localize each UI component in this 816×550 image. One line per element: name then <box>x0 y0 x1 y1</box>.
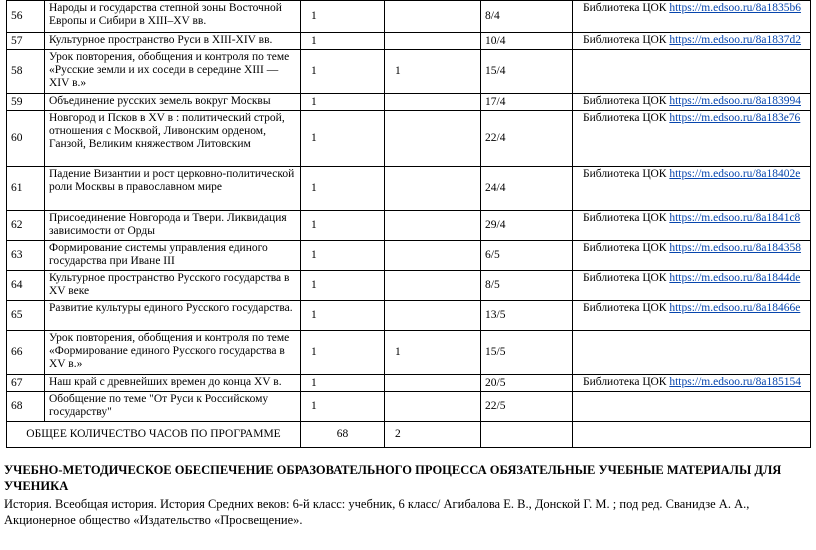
lesson-number: 58 <box>7 50 45 94</box>
hours-total: 1 <box>301 301 385 331</box>
lesson-number: 61 <box>7 167 45 211</box>
resource-label: Библиотека ЦОК <box>583 212 667 224</box>
lesson-number: 59 <box>7 94 45 111</box>
resource-label: Библиотека ЦОК <box>583 112 667 124</box>
resource-link[interactable]: https://m.edsoo.ru/8a1837d2 <box>669 34 801 46</box>
resource-cell <box>573 331 811 375</box>
resource-label: Библиотека ЦОК <box>583 168 667 180</box>
resource-label: Библиотека ЦОК <box>583 242 667 254</box>
resource-link[interactable]: https://m.edsoo.ru/8a184358 <box>669 242 801 254</box>
lesson-number: 65 <box>7 301 45 331</box>
section-heading: УЧЕБНО-МЕТОДИЧЕСКОЕ ОБЕСПЕЧЕНИЕ ОБРАЗОВАТЕЛЬНОГО ПРОЦЕССА ОБЯЗАТЕЛЬНЫЕ УЧЕБНЫЕ МАТЕРИАЛЫ ДЛЯ УЧЕНИКА <box>4 463 782 493</box>
resource-label: Библиотека ЦОК <box>583 34 667 46</box>
resource-cell <box>573 211 811 241</box>
hours-total: 1 <box>301 375 385 392</box>
lesson-topic: Присоединение Новгорода и Твери. Ликвидация зависимости от Орды <box>45 211 301 241</box>
lesson-topic: Объединение русских земель вокруг Москвы <box>45 94 301 111</box>
hours-total: 1 <box>301 241 385 271</box>
table-row <box>7 1 811 33</box>
hours-control <box>385 94 481 111</box>
total-empty-resource <box>573 422 811 448</box>
lesson-date: 6/5 <box>481 241 573 271</box>
lesson-topic: Народы и государства степной зоны Восточной Европы и Сибири в XIII–XV вв. <box>45 1 301 33</box>
resource-cell <box>573 271 811 301</box>
resource-label: Библиотека ЦОК <box>583 272 667 284</box>
table-row <box>7 331 811 375</box>
resource-cell <box>573 392 811 422</box>
table-row <box>7 33 811 50</box>
table-row <box>7 271 811 301</box>
lesson-date: 10/4 <box>481 33 573 50</box>
resource-link[interactable]: https://m.edsoo.ru/8a1844de <box>669 272 801 284</box>
hours-total: 1 <box>301 167 385 211</box>
hours-control: 1 <box>385 331 481 375</box>
resource-cell <box>573 241 811 271</box>
lessons-table <box>6 0 811 448</box>
hours-total: 1 <box>301 211 385 241</box>
hours-total: 1 <box>301 1 385 33</box>
hours-control <box>385 392 481 422</box>
hours-control <box>385 211 481 241</box>
table-row <box>7 111 811 167</box>
hours-total: 1 <box>301 94 385 111</box>
lesson-date: 15/4 <box>481 50 573 94</box>
hours-control <box>385 33 481 50</box>
table-row <box>7 301 811 331</box>
resource-cell <box>573 167 811 211</box>
lesson-date: 20/5 <box>481 375 573 392</box>
materials-section <box>4 462 812 528</box>
hours-control: 1 <box>385 50 481 94</box>
hours-control <box>385 167 481 211</box>
resource-label: Библиотека ЦОК <box>583 2 667 14</box>
lesson-date: 13/5 <box>481 301 573 331</box>
resource-link[interactable]: https://m.edsoo.ru/8a18402e <box>669 168 801 180</box>
lesson-topic: Падение Византии и рост церковно-политической роли Москвы в православном мире <box>45 167 301 211</box>
hours-total: 1 <box>301 50 385 94</box>
lesson-date: 22/5 <box>481 392 573 422</box>
resource-link[interactable]: https://m.edsoo.ru/8a1841c8 <box>669 212 801 224</box>
table-row <box>7 392 811 422</box>
lesson-number: 63 <box>7 241 45 271</box>
hours-control <box>385 111 481 167</box>
lesson-number: 64 <box>7 271 45 301</box>
lesson-topic: Формирование системы управления единого государства при Иване III <box>45 241 301 271</box>
lesson-number: 66 <box>7 331 45 375</box>
resource-cell <box>573 50 811 94</box>
hours-total: 1 <box>301 271 385 301</box>
hours-control <box>385 241 481 271</box>
lesson-topic: Культурное пространство Русского государства в XV веке <box>45 271 301 301</box>
hours-control <box>385 1 481 33</box>
table-row <box>7 211 811 241</box>
hours-total: 1 <box>301 111 385 167</box>
lesson-topic: Урок повторения, обобщения и контроля по теме «Формирование единого Русского государства в XV в.» <box>45 331 301 375</box>
lesson-date: 8/5 <box>481 271 573 301</box>
lesson-topic: Урок повторения, обобщения и контроля по теме «Русские земли и их соседи в середине XIII — XIV в.» <box>45 50 301 94</box>
resource-link[interactable]: https://m.edsoo.ru/8a1835b6 <box>669 2 801 14</box>
lesson-date: 17/4 <box>481 94 573 111</box>
lesson-number: 67 <box>7 375 45 392</box>
resource-cell <box>573 375 811 392</box>
table-row <box>7 375 811 392</box>
table-row <box>7 241 811 271</box>
resource-link[interactable]: https://m.edsoo.ru/8a185154 <box>669 376 801 388</box>
total-label: ОБЩЕЕ КОЛИЧЕСТВО ЧАСОВ ПО ПРОГРАММЕ <box>7 422 301 448</box>
hours-total: 1 <box>301 392 385 422</box>
lesson-date: 8/4 <box>481 1 573 33</box>
total-hours: 68 <box>301 422 385 448</box>
lesson-topic: Наш край с древнейших времен до конца XV в. <box>45 375 301 392</box>
lesson-number: 60 <box>7 111 45 167</box>
table-row <box>7 50 811 94</box>
resource-label: Библиотека ЦОК <box>583 95 667 107</box>
total-empty-date <box>481 422 573 448</box>
lesson-number: 62 <box>7 211 45 241</box>
resource-link[interactable]: https://m.edsoo.ru/8a183994 <box>669 95 801 107</box>
hours-total: 1 <box>301 331 385 375</box>
lesson-topic: Культурное пространство Руси в XIII-XIV вв. <box>45 33 301 50</box>
hours-control <box>385 301 481 331</box>
total-control: 2 <box>385 422 481 448</box>
hours-control <box>385 271 481 301</box>
table-row <box>7 167 811 211</box>
resource-link[interactable]: https://m.edsoo.ru/8a183e76 <box>669 112 801 124</box>
textbook-reference: История. Всеобщая история. История Средних веков: 6-й класс: учебник, 6 класс/ Агибалова Е. В., Донской Г. М. ; под ред. Сванидзе А. А., Акционерное общество «Издательство «Просвещение». <box>4 497 750 527</box>
resource-label: Библиотека ЦОК <box>583 376 667 388</box>
resource-link[interactable]: https://m.edsoo.ru/8a18466e <box>669 302 801 314</box>
resource-cell <box>573 33 811 50</box>
lesson-number: 57 <box>7 33 45 50</box>
lesson-topic: Новгород и Псков в XV в : политический строй, отношения с Москвой, Ливонским орденом, Ганзой, Великим княжеством Литовским <box>45 111 301 167</box>
resource-cell <box>573 301 811 331</box>
lesson-number: 56 <box>7 1 45 33</box>
resource-cell <box>573 1 811 33</box>
hours-total: 1 <box>301 33 385 50</box>
lesson-date: 24/4 <box>481 167 573 211</box>
resource-cell <box>573 94 811 111</box>
lesson-date: 15/5 <box>481 331 573 375</box>
resource-cell <box>573 111 811 167</box>
lesson-topic: Обобщение по теме "От Руси к Российскому государству" <box>45 392 301 422</box>
total-row <box>7 422 811 448</box>
lesson-topic: Развитие культуры единого Русского государства. <box>45 301 301 331</box>
lesson-date: 22/4 <box>481 111 573 167</box>
resource-label: Библиотека ЦОК <box>583 302 667 314</box>
table-row <box>7 94 811 111</box>
hours-control <box>385 375 481 392</box>
lesson-number: 68 <box>7 392 45 422</box>
lesson-date: 29/4 <box>481 211 573 241</box>
